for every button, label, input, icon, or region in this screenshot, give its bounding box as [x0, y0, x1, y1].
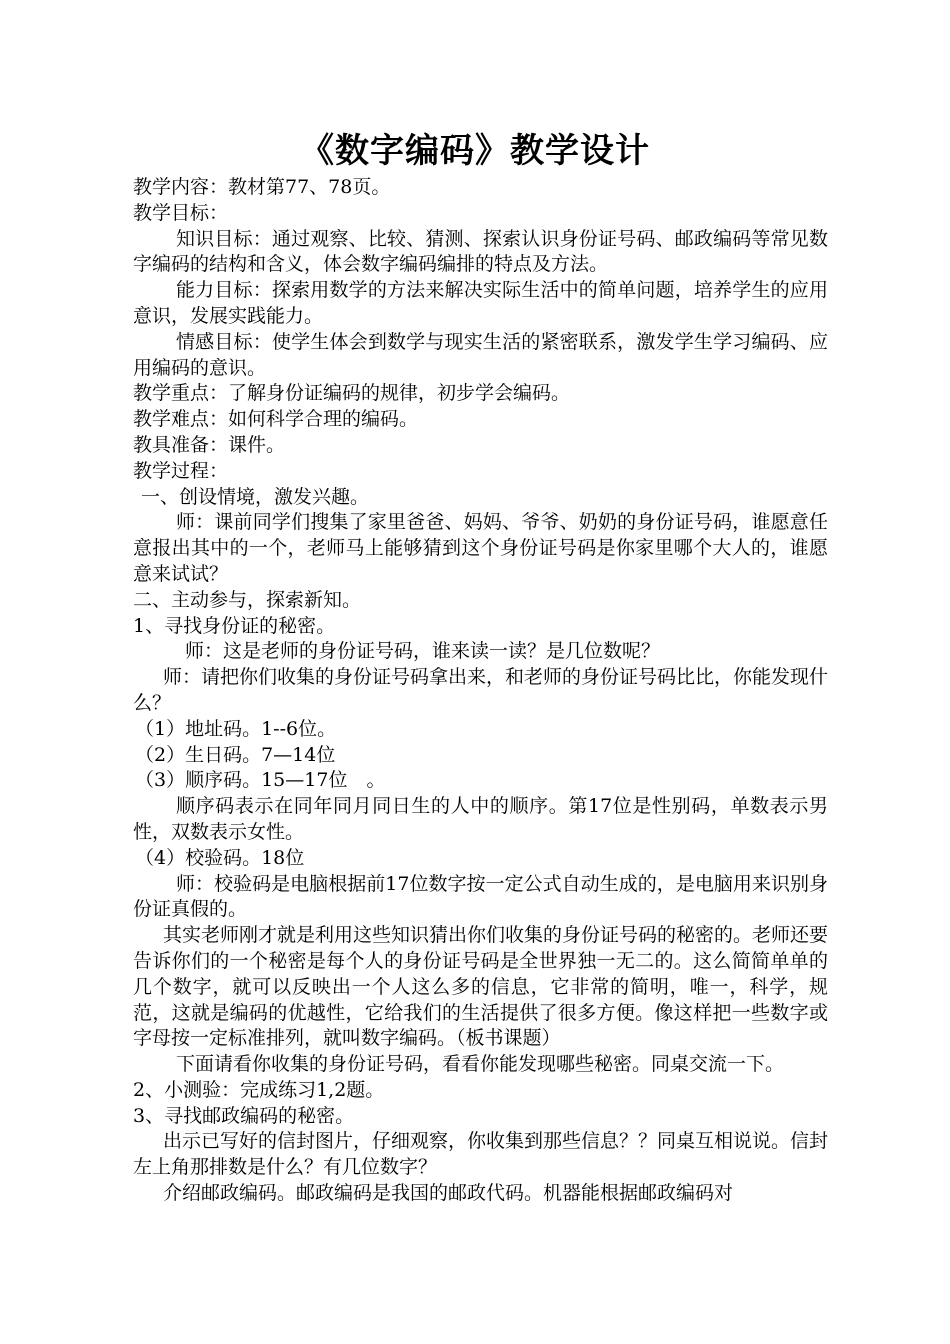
paragraph-discuss: 下面请看你收集的身份证号码，看看你能发现哪些秘密。同桌交流一下。: [176, 1053, 785, 1076]
paragraph-teacher-intro: 师：课前同学们搜集了家里爸爸、妈妈、爷爷、奶奶的身份证号码，谁愿意任意报出其中的一个，老师马上能够猜到这个身份证号码是你家里哪个大人的，谁愿意来试试？: [133, 511, 828, 585]
paragraph-emotion-goal: 情感目标：使学生体会到数学与现实生活的紧密联系，激发学生学习编码、应用编码的意识。: [133, 330, 828, 379]
paragraph-postcode-secret: 3、寻找邮政编码的秘密。: [133, 1104, 355, 1127]
paragraph-teacher-compare: 师：请把你们收集的身份证号码拿出来，和老师的身份证号码比比，你能发现什么？: [133, 666, 829, 714]
paragraph-teaching-goals: 教学目标：: [133, 201, 229, 224]
paragraph-teaching-content: 教学内容：教材第77、78页。: [133, 176, 391, 198]
paragraph-section-two: 二、主动参与，探索新知。: [133, 588, 362, 611]
paragraph-quiz: 2、小测验：完成练习1,2题。: [133, 1078, 385, 1101]
paragraph-materials: 教具准备：课件。: [133, 433, 286, 456]
paragraph-summary: 其实老师刚才就是利用这些知识猜出你们收集的身份证号码的秘密的。老师还要告诉你们的一个秘密是每个人的身份证号码是全世界独一无二的。这么简简单单的几个数字，就可以反映出一个人这么多的信息，它非常的简明，唯一，科学，规范，这就是编码的优越性，它给我们的生活提供了很多方便。像这样把一些数字或字母按一定标准排列，就叫数字编码。（板书课题）: [133, 924, 829, 1050]
paragraph-postcode-intro: 介绍邮政编码。邮政编码是我国的邮政代码。机器能根据邮政编码对: [163, 1182, 734, 1205]
paragraph-key-point: 教学重点：了解身份证编码的规律，初步学会编码。: [133, 382, 571, 405]
document-title: 《数字编码》教学设计: [300, 131, 650, 171]
list-item-address-code: （1）地址码。1--6位。: [135, 717, 337, 740]
paragraph-check-explain: 师：校验码是电脑根据前17位数字按一定公式自动生成的，是电脑用来识别身份证真假的。: [133, 872, 828, 921]
paragraph-envelope: 出示已写好的信封图片，仔细观察，你收集到那些信息？？同桌互相说说。信封左上角那排数是什么？有几位数字？: [133, 1130, 829, 1179]
paragraph-difficulty: 教学难点：如何科学合理的编码。: [133, 408, 419, 431]
paragraph-section-one: 一、创设情境，激发兴趣。: [141, 485, 370, 508]
paragraph-teacher-id: 师：这是老师的身份证号码，谁来读一读？是几位数呢？: [185, 640, 661, 663]
document-body: [133, 175, 828, 1207]
list-item-birthday-code: （2）生日码。7—14位: [135, 743, 336, 766]
paragraph-sequence-explain: 顺序码表示在同年同月同日生的人中的顺序。第17位是性别码，单数表示男性，双数表示女性。: [133, 795, 828, 843]
paragraph-knowledge-goal: 知识目标：通过观察、比较、猜测、探索认识身份证号码、邮政编码等常见数字编码的结构和含义，体会数字编码编排的特点及方法。: [133, 227, 828, 276]
paragraph-id-secret: 1、寻找身份证的秘密。: [133, 614, 336, 637]
paragraph-process-heading: 教学过程：: [133, 459, 229, 482]
paragraph-ability-goal: 能力目标：探索用数学的方法来解决实际生活中的简单问题，培养学生的应用意识，发展实践能力。: [133, 279, 828, 327]
list-item-sequence-code: （3）顺序码。15—17位 。: [135, 769, 386, 792]
list-item-check-code: （4）校验码。18位: [135, 846, 305, 869]
